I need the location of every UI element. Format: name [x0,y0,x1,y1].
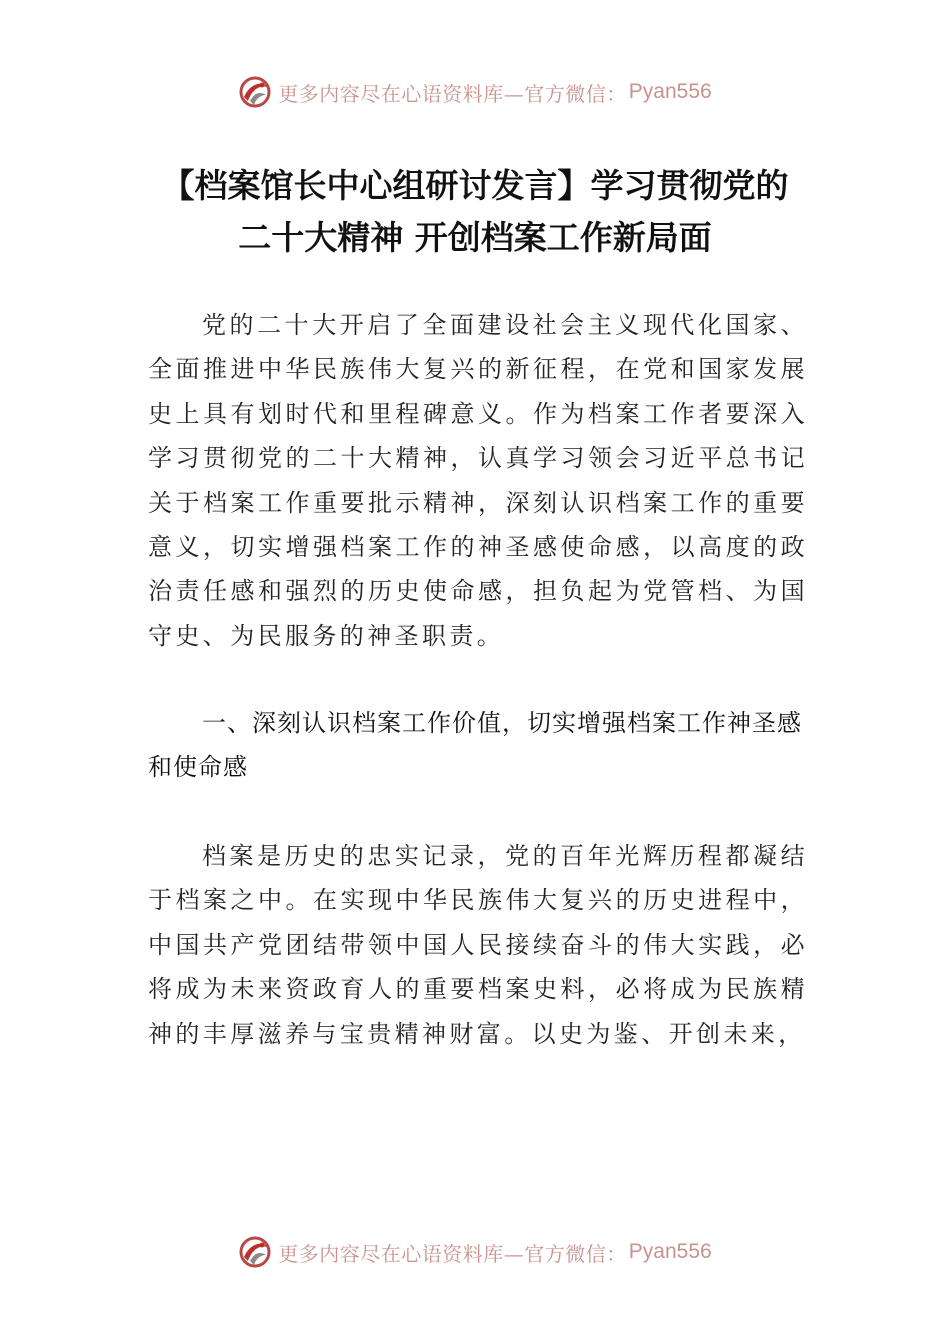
body-paragraph-2: 档案是历史的忠实记录，党的百年光辉历程都凝结于档案之中。在实现中华民族伟大复兴的历史进程中，中国共产党团结带领中国人民接续奋斗的伟大实践，必将成为未来资政育人的重要档案史料，必将成为民族精神的丰厚滋养与宝贵精神财富。以史为鉴、开创未来， [148,842,808,1048]
red-swirl-logo-icon [238,75,272,109]
watermark-wechat-id: Pyan556 [628,80,712,103]
title-line-1: 【档案馆长中心组研讨发言】学习贯彻党的 [161,166,789,205]
watermark-wechat-id: Pyan556 [628,1240,712,1263]
section-heading-1: 一、深刻认识档案工作价值，切实增强档案工作神圣感和使命感 [148,709,802,781]
header-watermark [0,72,950,112]
title-line-2: 二十大精神 开创档案工作新局面 [238,218,712,257]
watermark-text: 更多内容尽在心语资料库—官方微信： [278,1241,627,1266]
red-swirl-logo-icon [238,1235,272,1269]
body-paragraph-1: 党的二十大开启了全面建设社会主义现代化国家、全面推进中华民族伟大复兴的新征程，在党和国家发展史上具有划时代和里程碑意义。作为档案工作者要深入学习贯彻党的二十大精神，认真学习领会习近平总书记关于档案工作重要批示精神，深刻认识档案工作的重要意义，切实增强档案工作的神圣感使命感，以高度的政治责任感和强烈的历史使命感，担负起为党管档、为国守史、为民服务的神圣职责。 [148,311,808,650]
document-title [100,160,850,264]
watermark-text: 更多内容尽在心语资料库—官方微信： [278,81,627,106]
footer-watermark [0,1232,950,1272]
